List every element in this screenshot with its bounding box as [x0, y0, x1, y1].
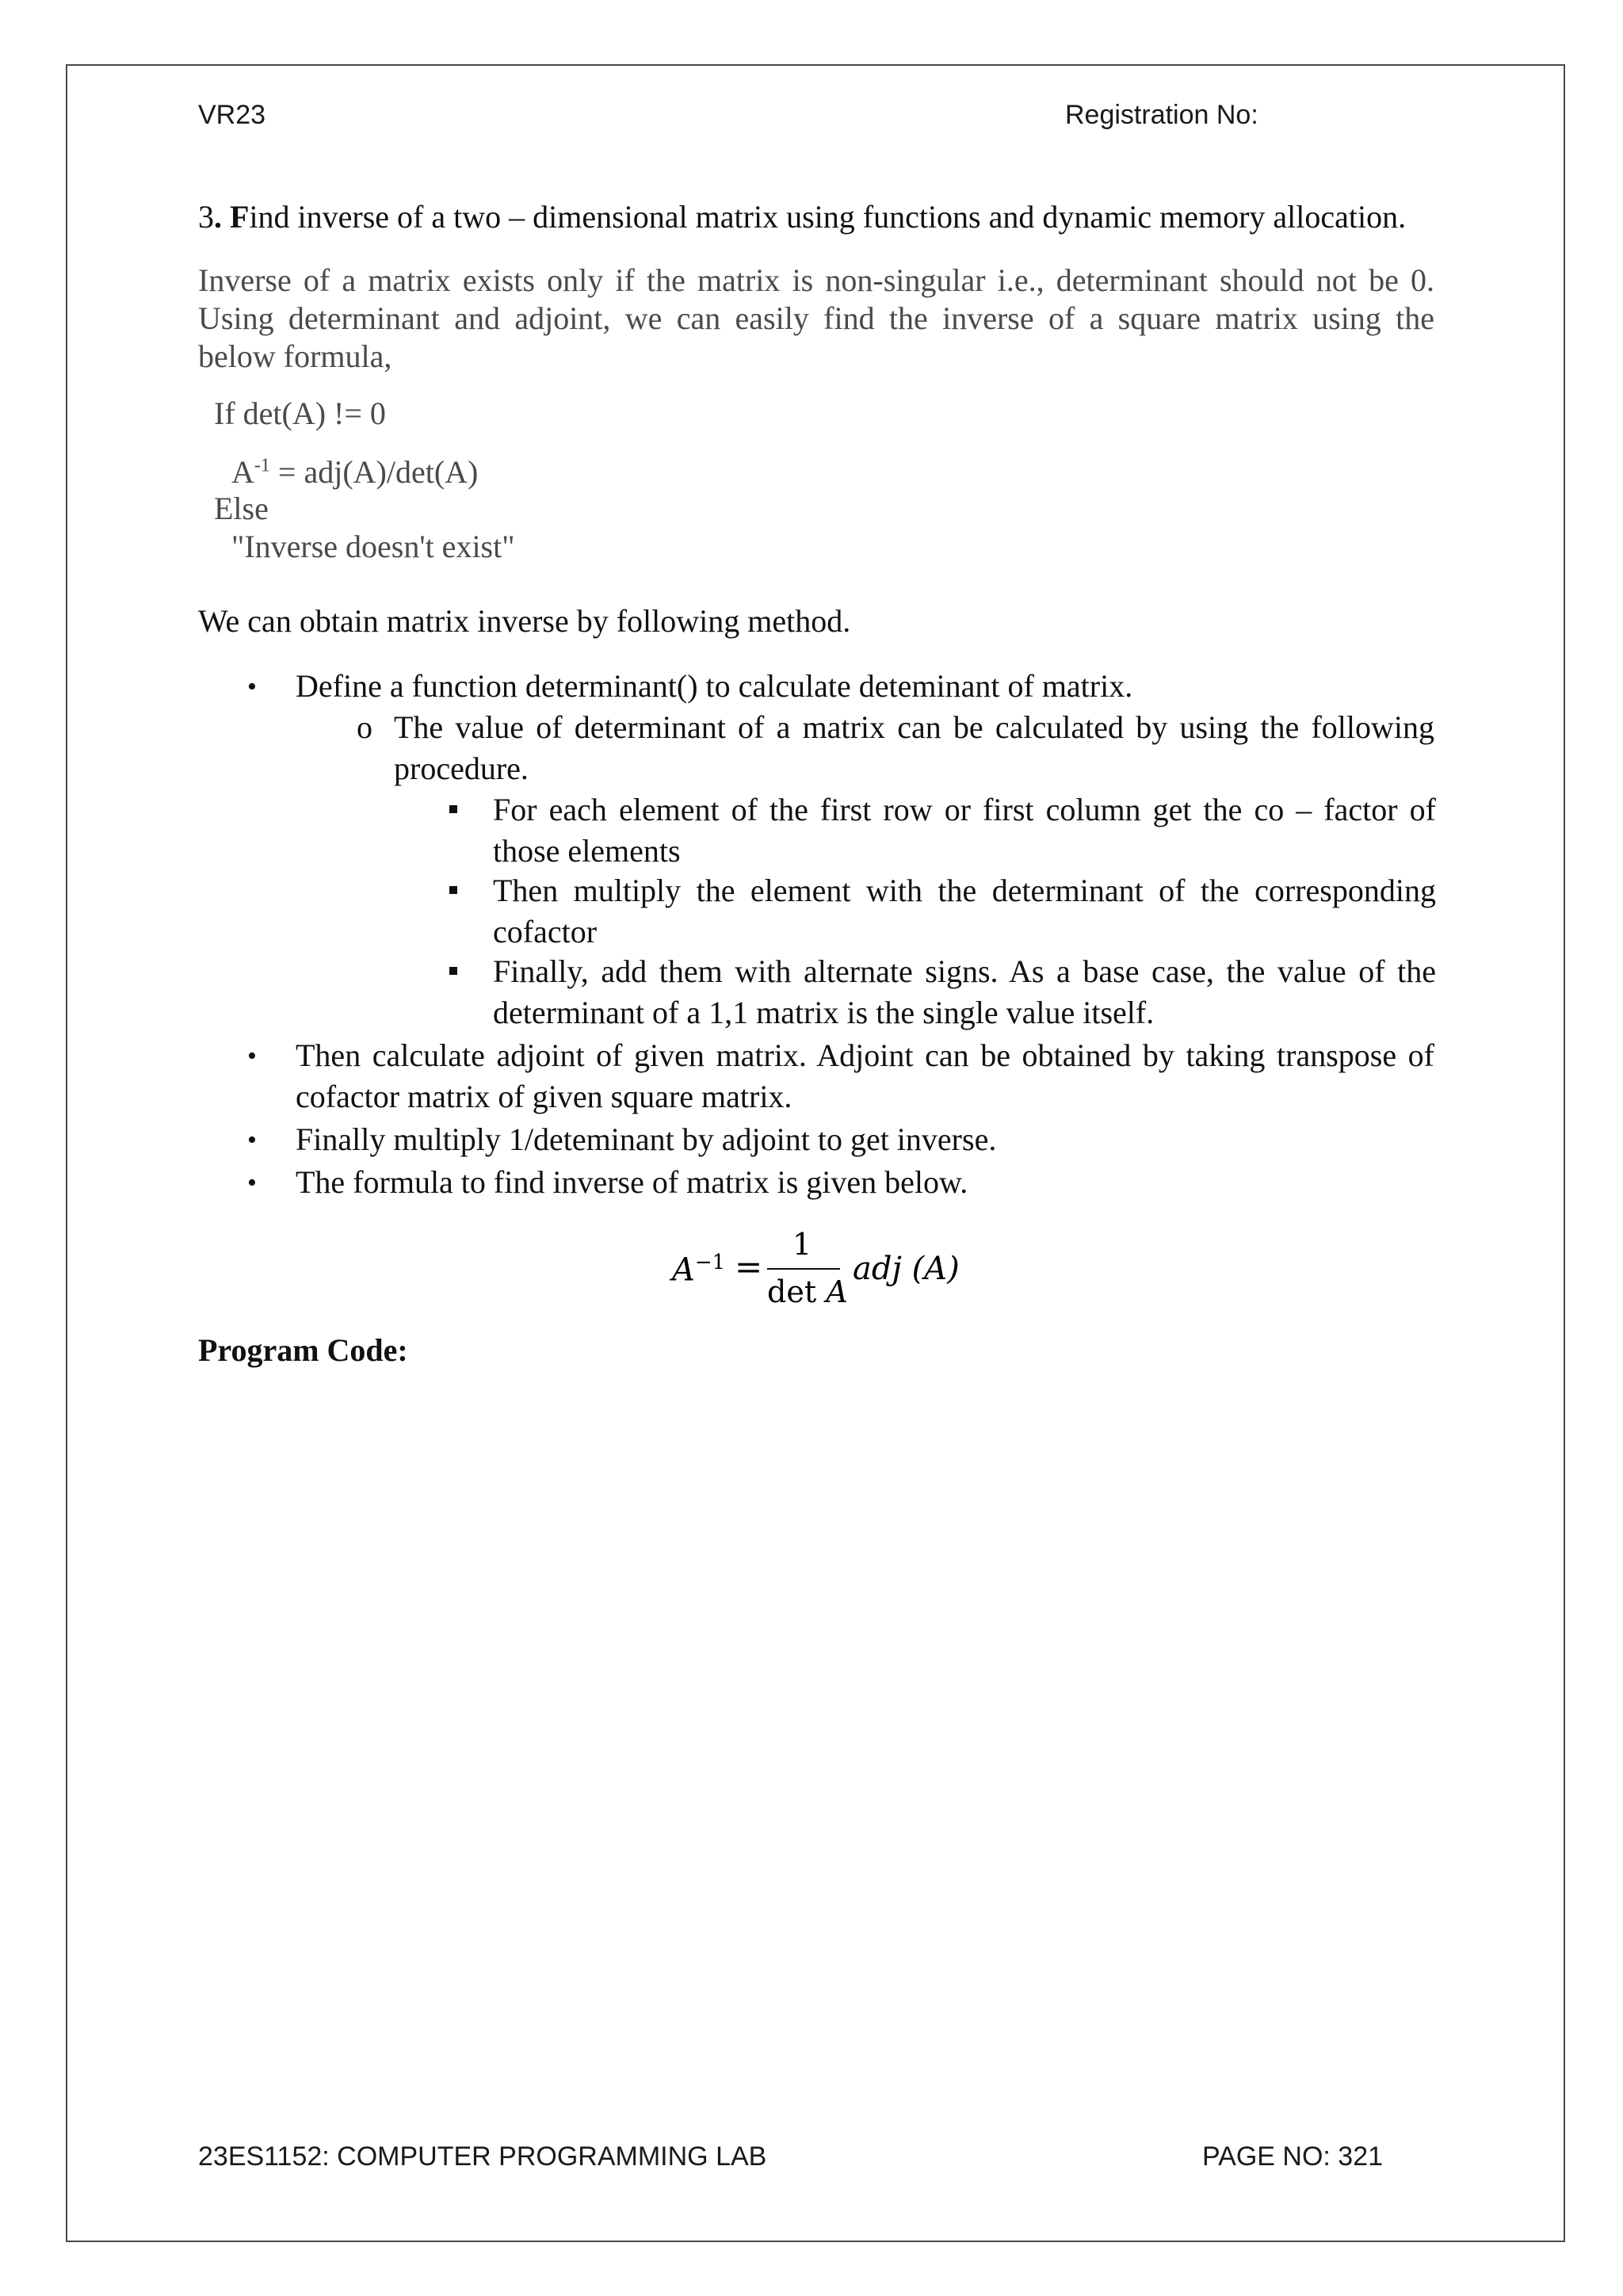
title-first-letter: F: [230, 199, 250, 235]
formula-lhs: [672, 1251, 725, 1288]
pseudo-a-sup: -1: [254, 455, 270, 476]
bullet-marker: •: [247, 672, 257, 701]
formula-denominator: [767, 1274, 848, 1309]
intro-line-1: Inverse of a matrix exists only if the matrix is non-singular i.e., determinant should not be 0.: [198, 262, 1434, 298]
pseudo-else: Else: [214, 491, 269, 526]
formula-denominator-var: A: [826, 1274, 848, 1309]
formula-equals: =: [735, 1247, 763, 1286]
header-course-code: VR23: [198, 100, 266, 130]
section-title: 3. Find inverse of a two – dimensional matrix using functions and dynamic memory allocation.: [198, 199, 1407, 235]
bullet-marker: •: [247, 1041, 257, 1071]
formula-numerator: 1: [792, 1227, 812, 1262]
square-bullet-3-line-2: determinant of a 1,1 matrix is the single value itself.: [493, 995, 1155, 1030]
sub-bullet-line-2: procedure.: [394, 751, 529, 786]
formula-denominator-det: det: [767, 1274, 817, 1309]
formula-rhs: adj (A): [853, 1251, 960, 1287]
sub-bullet-line-1: The value of determinant of a matrix can be calculated by using the following: [394, 709, 1434, 745]
header-registration-label: Registration No:: [1065, 100, 1258, 130]
sub-bullet-marker: o: [357, 709, 372, 745]
square-bullet-marker: [449, 805, 457, 813]
bullet-marker: •: [247, 1168, 257, 1198]
fraction-bar: [767, 1268, 840, 1270]
footer-course: 23ES1152: COMPUTER PROGRAMMING LAB: [198, 2141, 767, 2172]
bullet-2-line-2: cofactor matrix of given square matrix.: [296, 1079, 792, 1114]
pseudo-message: "Inverse doesn't exist": [231, 529, 515, 564]
pseudo-assign-rest: = adj(A)/det(A): [269, 454, 479, 490]
footer-page-number: PAGE NO: 321: [1202, 2141, 1384, 2172]
square-bullet-3-line-1: Finally, add them with alternate signs. As a base case, the value of the: [493, 953, 1436, 989]
pseudo-if: If det(A) != 0: [214, 395, 386, 431]
square-bullet-2-line-2: cofactor: [493, 914, 598, 949]
square-bullet-2-line-1: Then multiply the element with the determinant of the corresponding: [493, 873, 1436, 908]
formula-lhs-var: A: [672, 1251, 695, 1289]
bullet-marker: •: [247, 1125, 257, 1155]
intro-line-3: below formula,: [198, 338, 392, 374]
intro-line-2: Using determinant and adjoint, we can easily find the inverse of a square matrix using the: [198, 300, 1434, 336]
square-bullet-1-line-2: those elements: [493, 833, 681, 869]
pseudo-a: A: [231, 454, 254, 490]
formula-lhs-sup: −1: [694, 1251, 726, 1274]
bullet-3: Finally multiply 1/deteminant by adjoint to get inverse.: [296, 1121, 997, 1157]
square-bullet-1-line-1: For each element of the first row or first column get the co – factor of: [493, 792, 1436, 827]
method-intro: We can obtain matrix inverse by following method.: [198, 603, 851, 639]
bullet-1: Define a function determinant() to calculate deteminant of matrix.: [296, 668, 1133, 704]
title-number: 3: [198, 199, 214, 235]
square-bullet-marker: [449, 886, 457, 894]
bullet-4: The formula to find inverse of matrix is given below.: [296, 1164, 968, 1200]
bullet-2-line-1: Then calculate adjoint of given matrix. Adjoint can be obtained by taking transpose of: [296, 1037, 1434, 1073]
program-code-label: Program Code:: [198, 1332, 408, 1368]
square-bullet-marker: [449, 967, 457, 975]
title-text: ind inverse of a two – dimensional matrix using functions and dynamic memory allocation.: [249, 199, 1407, 235]
pseudo-assign: [231, 453, 478, 491]
